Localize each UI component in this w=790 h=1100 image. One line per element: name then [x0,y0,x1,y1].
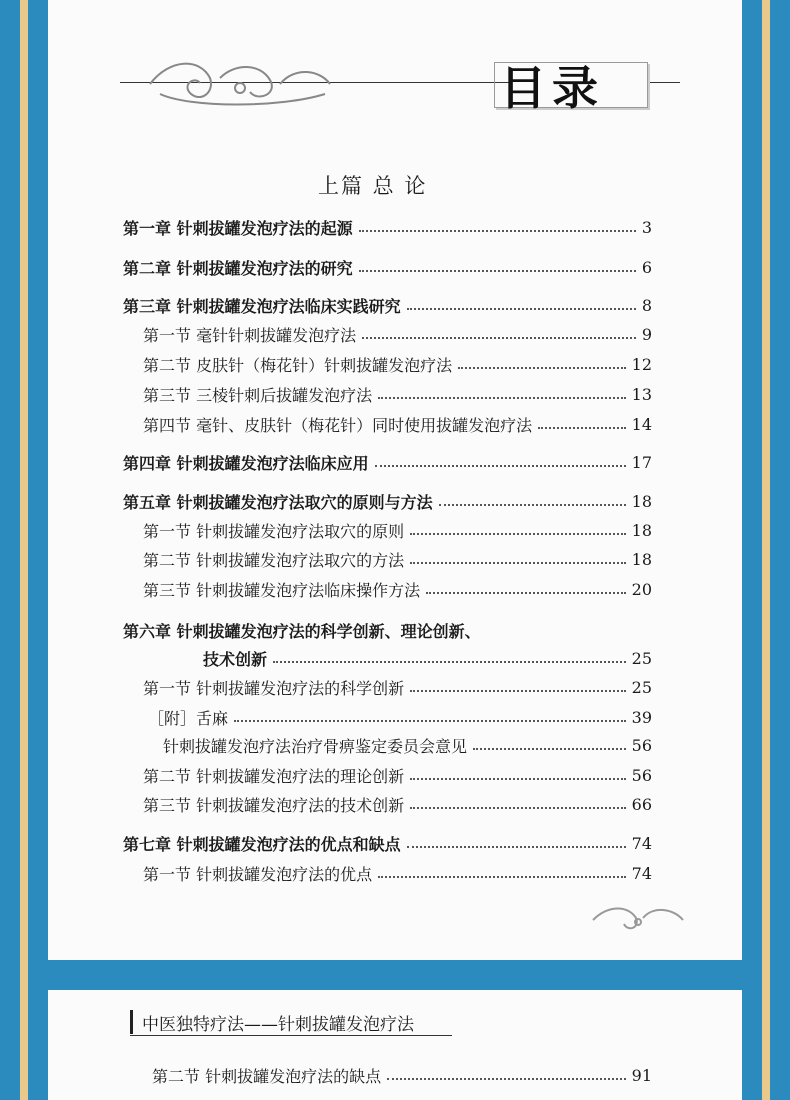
right-border-strip [762,0,770,1100]
toc-page-number: 66 [631,794,652,814]
toc-page-number: 74 [631,833,652,853]
toc-page-bottom [48,990,742,1100]
list-item [163,732,652,758]
list-item [123,292,652,318]
book-title-rule [130,1035,452,1036]
leader-dots [426,592,626,594]
toc-label: 第一节 毫针针刺拔罐发泡疗法 [143,325,357,345]
list-item [123,617,652,643]
leader-dots [410,807,626,809]
leader-dots [362,337,636,339]
toc-page-number: 14 [631,414,652,434]
toc-label: 第二节 针刺拔罐发泡疗法的缺点 [152,1066,382,1086]
toc-label: 第七章 针刺拔罐发泡疗法的优点和缺点 [123,834,401,854]
toc-page-number: 17 [631,452,652,472]
toc-page-number: 20 [631,579,652,599]
leader-dots [458,367,626,369]
list-item [148,704,652,730]
toc-page-number: 6 [641,257,652,277]
list-item [123,488,652,514]
toc-page-number: 18 [631,491,652,511]
leader-dots [359,230,636,232]
list-item [143,860,652,886]
list-item [123,449,652,475]
header-rule-right [650,82,680,83]
book-title-bar [130,1010,133,1034]
list-item [123,830,652,856]
toc-page-number: 13 [631,384,652,404]
list-item [143,321,652,347]
list-item [203,645,652,671]
toc-page-number: 56 [631,735,652,755]
toc-label: 技术创新 [203,649,268,669]
toc-label: 第三节 三棱针刺后拔罐发泡疗法 [143,385,373,405]
page-title: 目录 [500,61,604,115]
leader-dots [234,720,626,722]
leader-dots [538,427,626,429]
toc-page-number: 9 [641,324,652,344]
leader-dots [407,308,636,310]
toc-label: 第三节 针刺拔罐发泡疗法临床操作方法 [143,580,421,600]
list-item [143,351,652,377]
list-item [143,517,652,543]
toc-page-number: 25 [631,677,652,697]
toc-page-top [48,0,742,960]
list-item [123,254,652,280]
toc-label: 针刺拔罐发泡疗法治疗骨痹鉴定委员会意见 [163,736,468,756]
leader-dots [407,846,626,848]
toc-page-number: 91 [631,1065,652,1085]
list-item [152,1062,652,1088]
decorative-scroll-icon [588,900,688,936]
leader-dots [375,465,626,467]
leader-dots [439,504,626,506]
toc-label: 第五章 针刺拔罐发泡疗法取穴的原则与方法 [123,492,433,512]
leader-dots [473,748,626,750]
toc-page-number: 39 [631,707,652,727]
list-item [143,762,652,788]
part-title: 上篇 总 论 [318,174,428,198]
toc-page-number: 12 [631,354,652,374]
list-item [143,546,652,572]
toc-label: 第一节 针刺拔罐发泡疗法的优点 [143,864,373,884]
toc-label: 第六章 针刺拔罐发泡疗法的科学创新、理论创新、 [123,621,481,641]
toc-page-number: 56 [631,765,652,785]
list-item [143,674,652,700]
leader-dots [273,661,626,663]
list-item [123,214,652,240]
decorative-scroll-icon [140,48,340,118]
toc-label: 第二章 针刺拔罐发泡疗法的研究 [123,258,353,278]
book-title: 中医独特疗法——针刺拔罐发泡疗法 [142,1015,414,1035]
toc-label: 第一节 针刺拔罐发泡疗法的科学创新 [143,678,405,698]
toc-label: 第二节 针刺拔罐发泡疗法取穴的方法 [143,550,405,570]
toc-label: 第二节 针刺拔罐发泡疗法的理论创新 [143,766,405,786]
list-item [143,381,652,407]
toc-page-number: 25 [631,648,652,668]
toc-label: 第一章 针刺拔罐发泡疗法的起源 [123,218,353,238]
toc-label: 第四章 针刺拔罐发泡疗法临床应用 [123,453,369,473]
list-item [143,576,652,602]
left-border-strip [20,0,28,1100]
toc-label: 第四节 毫针、皮肤针（梅花针）同时使用拔罐发泡疗法 [143,415,533,435]
toc-label: 第一节 针刺拔罐发泡疗法取穴的原则 [143,521,405,541]
leader-dots [378,876,626,878]
leader-dots [410,533,626,535]
leader-dots [378,397,626,399]
toc-label: ［附］舌麻 [148,708,229,728]
toc-page-number: 18 [631,549,652,569]
list-item [143,411,652,437]
leader-dots [410,690,626,692]
leader-dots [410,778,626,780]
leader-dots [359,270,636,272]
toc-page-number: 18 [631,520,652,540]
toc-label: 第三章 针刺拔罐发泡疗法临床实践研究 [123,296,401,316]
leader-dots [387,1078,626,1080]
toc-page-number: 8 [641,295,652,315]
toc-label: 第三节 针刺拔罐发泡疗法的技术创新 [143,795,405,815]
toc-label: 第二节 皮肤针（梅花针）针刺拔罐发泡疗法 [143,355,453,375]
toc-page-number: 74 [631,863,652,883]
leader-dots [410,562,626,564]
list-item [143,791,652,817]
toc-page-number: 3 [641,217,652,237]
